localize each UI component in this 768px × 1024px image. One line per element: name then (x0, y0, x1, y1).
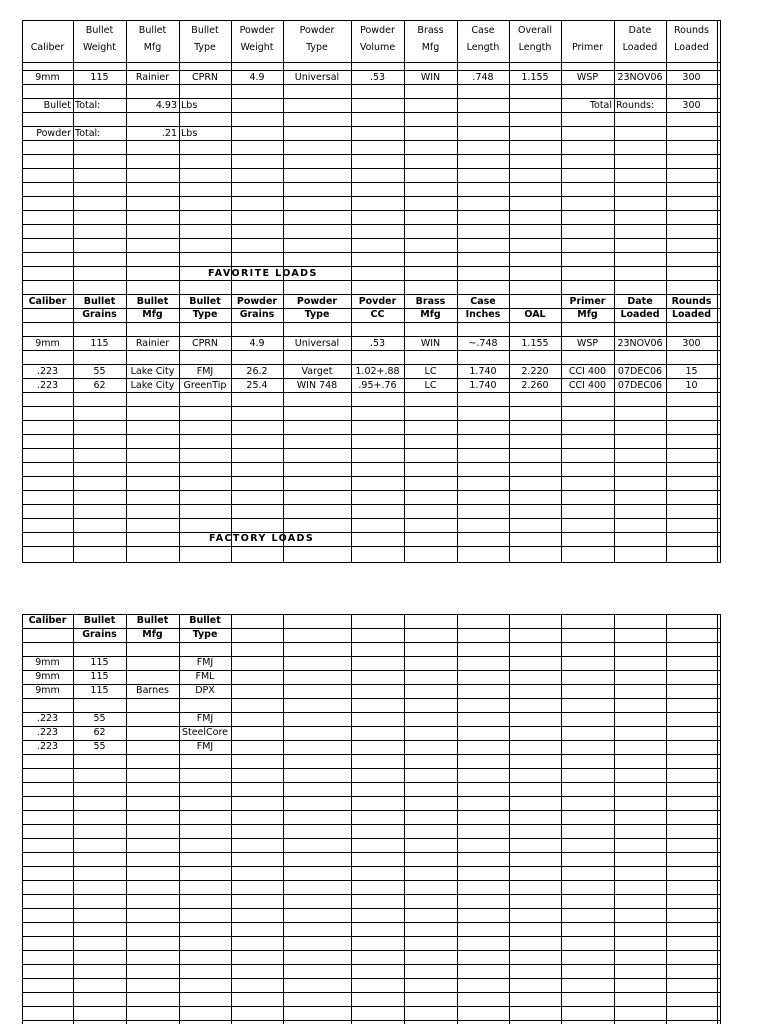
log-cell: 9mm (35, 72, 60, 83)
header-label: Weight (240, 42, 274, 53)
header-label-top: Overall (518, 25, 552, 36)
favorite-header-top: Bullet (83, 296, 116, 307)
favorite-row-cell: 115 (90, 338, 109, 349)
grid-line-v (720, 20, 721, 562)
header-label: Length (466, 42, 500, 53)
favorite-header-top: Powder (236, 296, 278, 307)
favorite-row-cell: 23NOV06 (617, 338, 663, 349)
grid-line-v (561, 614, 562, 1024)
favorite-header: Mfg (142, 309, 163, 320)
favorite-row-cell: CCI 400 (568, 366, 607, 377)
log-cell: 1.155 (521, 72, 549, 83)
log-cell: WIN (420, 72, 441, 83)
grid-line-v (231, 614, 232, 1024)
grid-line-v (720, 614, 721, 1024)
log-cell: Universal (294, 72, 340, 83)
favorite-header: Mfg (577, 309, 598, 320)
bullet-total-value: 4.93 (155, 100, 177, 111)
grid-line-v (717, 614, 718, 1024)
favorite-row-cell: LC (424, 380, 437, 391)
favorite-row-cell: 07DEC06 (617, 366, 663, 377)
header-label: Volume (359, 42, 396, 53)
grid-line-v (351, 614, 352, 1024)
favorite-header: Loaded (671, 309, 712, 320)
header-label-top: Rounds (673, 25, 709, 36)
grid-line-v (457, 20, 458, 562)
factory-row-cell: FMJ (196, 657, 214, 668)
factory-row-cell: FML (195, 671, 215, 682)
favorite-row-cell: .53 (369, 338, 386, 349)
favorite-row-cell: Universal (294, 338, 340, 349)
log-cell: Rainier (135, 72, 170, 83)
header-label-top: Powder (299, 25, 335, 36)
grid-line-v (666, 20, 667, 562)
factory-header: Grains (82, 629, 117, 640)
favorite-row-cell: 26.2 (246, 366, 268, 377)
favorite-header: Loaded (620, 309, 660, 320)
rounds-total-label: Total (589, 100, 612, 111)
powder-total-value: .21 (161, 128, 177, 139)
header-label: Primer (571, 42, 604, 53)
log-cell: 4.9 (249, 72, 265, 83)
grid-line-v (404, 614, 405, 1024)
favorite-header-top: Powder (296, 296, 338, 307)
log-cell: .748 (472, 72, 494, 83)
favorite-row-cell: ~.748 (468, 338, 498, 349)
factory-row-cell: 62 (93, 727, 106, 738)
factory-row-cell: 9mm (35, 671, 60, 682)
rounds-total-word: Rounds: (616, 100, 655, 111)
header-label: Weight (82, 42, 117, 53)
favorite-row-cell: LC (424, 366, 437, 377)
bullet-total-word: Total: (75, 100, 101, 111)
factory-row-cell: 55 (93, 741, 106, 752)
factory-row-cell: FMJ (196, 741, 214, 752)
grid-line-v (22, 614, 23, 1024)
favorite-row-cell: CCI 400 (568, 380, 607, 391)
header-label: Caliber (30, 42, 65, 53)
favorite-header-top: Caliber (28, 296, 67, 307)
log-cell: 23NOV06 (617, 72, 663, 83)
grid-line-v (73, 614, 74, 1024)
grid-line-v (717, 20, 718, 562)
log-cell: WSP (576, 72, 599, 83)
factory-row-cell: DPX (195, 685, 215, 696)
favorite-header-top: Povder (358, 296, 397, 307)
header-label-top: Bullet (85, 25, 114, 36)
favorite-row-cell: Varget (301, 366, 333, 377)
favorite-row-cell: 07DEC06 (617, 380, 663, 391)
favorite-row-cell: Lake City (130, 366, 175, 377)
favorite-header-top: Bullet (136, 296, 169, 307)
favorite-row-cell: 25.4 (246, 380, 268, 391)
factory-row-cell: 55 (93, 713, 106, 724)
powder-total-unit: Lbs (181, 128, 198, 139)
grid-line-v (457, 614, 458, 1024)
header-label-top: Powder (360, 25, 395, 36)
header-label: Loaded (674, 42, 709, 53)
favorite-row-cell: 15 (685, 366, 698, 377)
favorite-row-cell: 62 (93, 380, 106, 391)
header-label: Type (306, 42, 328, 53)
favorite-header-top: Bullet (189, 296, 221, 307)
factory-loads-title: FACTORY LOADS (209, 533, 315, 544)
favorite-row-cell: GreenTip (183, 380, 227, 391)
factory-row-cell: 115 (90, 657, 109, 668)
favorite-row-cell: 1.155 (521, 338, 549, 349)
factory-header-top: Bullet (136, 615, 169, 626)
grid-line-v (614, 614, 615, 1024)
favorite-header: Type (192, 309, 218, 320)
factory-header-top: Bullet (83, 615, 116, 626)
favorite-row-cell: WIN 748 (296, 380, 338, 391)
favorite-row-cell: CPRN (191, 338, 219, 349)
factory-row-cell: .223 (36, 727, 59, 738)
favorite-header: OAL (524, 309, 546, 320)
rounds-total-value: 300 (682, 100, 701, 111)
factory-row-cell: .223 (36, 713, 59, 724)
factory-row-cell: 9mm (35, 657, 60, 668)
grid-line-v (561, 20, 562, 562)
favorite-row-cell: .223 (36, 380, 59, 391)
grid-line-v (231, 20, 232, 562)
favorite-header: CC (370, 309, 385, 320)
favorite-row-cell: WSP (576, 338, 599, 349)
header-label-top: Bullet (191, 25, 219, 36)
factory-row-cell: .223 (36, 741, 59, 752)
log-cell: 115 (90, 72, 109, 83)
header-label-top: Bullet (138, 25, 167, 36)
favorite-row-cell: 55 (93, 366, 106, 377)
favorite-header: Grains (82, 309, 117, 320)
favorite-row-cell: FMJ (196, 366, 214, 377)
grid-line-v (283, 20, 284, 562)
factory-row-cell: FMJ (196, 713, 214, 724)
grid-line-h (22, 562, 721, 563)
favorite-row-cell: 9mm (35, 338, 60, 349)
grid-line-v (22, 20, 23, 562)
favorite-header: Type (304, 309, 330, 320)
factory-header: Mfg (142, 629, 163, 640)
log-cell: 300 (682, 72, 701, 83)
grid-line-v (179, 614, 180, 1024)
bullet-total-unit: Lbs (181, 100, 198, 111)
favorite-header-top: Rounds (671, 296, 712, 307)
factory-header-top: Bullet (189, 615, 221, 626)
favorite-header: Grains (239, 309, 275, 320)
favorite-row-cell: 300 (682, 338, 701, 349)
factory-header-top: Caliber (28, 615, 67, 626)
bullet-total-label: Bullet (43, 100, 71, 111)
grid-line-v (666, 614, 667, 1024)
header-label: Length (518, 42, 552, 53)
favorite-header: Inches (465, 309, 501, 320)
favorite-header: Mfg (420, 309, 441, 320)
log-cell: CPRN (191, 72, 219, 83)
grid-line-v (509, 614, 510, 1024)
grid-line-v (179, 20, 180, 562)
header-label-top: Date (628, 25, 652, 36)
favorite-loads-title: FAVORITE LOADS (208, 268, 318, 279)
favorite-header-top: Case (470, 296, 496, 307)
favorite-row-cell: .223 (36, 366, 59, 377)
grid-line-v (126, 20, 127, 562)
favorite-row-cell: Lake City (130, 380, 175, 391)
favorite-row-cell: 1.740 (469, 366, 497, 377)
grid-line-v (351, 20, 352, 562)
favorite-row-cell: WIN (420, 338, 441, 349)
header-label: Type (194, 42, 216, 53)
grid-line-v (509, 20, 510, 562)
header-label-top: Brass (417, 25, 444, 36)
favorite-row-cell: 1.02+.88 (355, 366, 400, 377)
header-label: Loaded (622, 42, 658, 53)
grid-line-v (283, 614, 284, 1024)
header-label-top: Powder (239, 25, 275, 36)
favorite-header-top: Brass (415, 296, 446, 307)
factory-row-cell: 115 (90, 685, 109, 696)
header-label: Mfg (421, 42, 440, 53)
header-label-top: Case (471, 25, 495, 36)
factory-row-cell: 9mm (35, 685, 60, 696)
favorite-header-top: Primer (569, 296, 606, 307)
favorite-row-cell: 2.220 (521, 366, 549, 377)
favorite-row-cell: .95+.76 (358, 380, 397, 391)
header-label: Mfg (143, 42, 162, 53)
grid-line-v (73, 20, 74, 562)
powder-total-label: Powder (36, 128, 71, 139)
favorite-row-cell: 2.260 (521, 380, 549, 391)
log-cell: .53 (369, 72, 386, 83)
favorite-row-cell: 10 (685, 380, 698, 391)
factory-header: Type (192, 629, 218, 640)
factory-row-cell: SteelCore (181, 727, 229, 738)
favorite-row-cell: Rainier (135, 338, 170, 349)
factory-row-cell: Barnes (136, 685, 169, 696)
favorite-row-cell: 4.9 (249, 338, 265, 349)
grid-line-v (404, 20, 405, 562)
powder-total-word: Total: (75, 128, 101, 139)
factory-row-cell: 115 (90, 671, 109, 682)
grid-line-v (126, 614, 127, 1024)
favorite-row-cell: 1.740 (469, 380, 497, 391)
favorite-header-top: Date (627, 296, 653, 307)
grid-line-v (614, 20, 615, 562)
